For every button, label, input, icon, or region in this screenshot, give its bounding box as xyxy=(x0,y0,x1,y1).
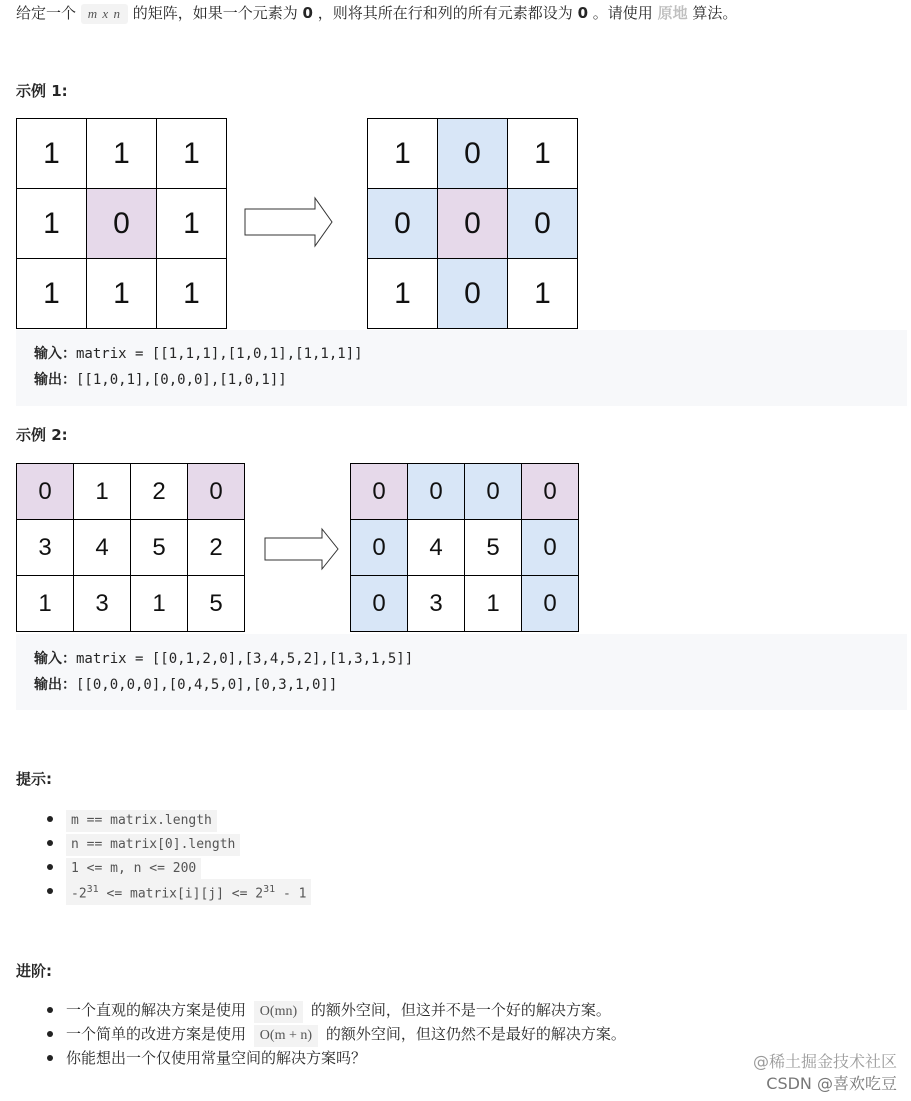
intro-middle: 的矩阵，如果一个元素为 xyxy=(132,4,298,22)
grid-cell: 0 xyxy=(351,576,408,632)
example1-output-grid xyxy=(367,118,578,329)
complexity-code: O(m + n) xyxy=(254,1025,318,1047)
grid-cell: 1 xyxy=(368,119,438,189)
list-item xyxy=(16,1022,626,1046)
grid-cell: 0 xyxy=(351,520,408,576)
output-label: 输出： xyxy=(34,677,76,693)
item-text: 的额外空间，但这仍然不是最好的解决方案。 xyxy=(325,1025,626,1043)
grid-cell: 1 xyxy=(508,259,578,329)
advanced-list xyxy=(16,998,626,1070)
constraint-code xyxy=(66,879,311,905)
grid-cell: 1 xyxy=(157,119,227,189)
input-value: matrix = [[1,1,1],[1,0,1],[1,1,1]] xyxy=(76,346,363,362)
hints-heading: 提示: xyxy=(16,770,52,788)
grid-cell: 1 xyxy=(465,576,522,632)
problem-description xyxy=(16,3,737,24)
grid-cell: 2 xyxy=(131,464,188,520)
grid-cell: 1 xyxy=(17,259,87,329)
grid-cell: 0 xyxy=(438,259,508,329)
item-text: 的额外空间，但这并不是一个好的解决方案。 xyxy=(310,1001,611,1019)
list-item xyxy=(16,998,626,1022)
grid-cell: 3 xyxy=(74,576,131,632)
grid-cell: 0 xyxy=(408,464,465,520)
hints-list xyxy=(16,807,311,903)
example1-input-grid xyxy=(16,118,227,329)
item-text: 一个直观的解决方案是使用 xyxy=(66,1001,247,1019)
grid-cell: 0 xyxy=(438,119,508,189)
grid-cell: 4 xyxy=(74,520,131,576)
grid-cell: 0 xyxy=(465,464,522,520)
output-label: 输出： xyxy=(34,372,76,388)
grid-cell: 1 xyxy=(87,259,157,329)
grid-cell: 1 xyxy=(17,119,87,189)
example2-input-grid xyxy=(16,463,245,632)
zero-bold: 0 xyxy=(302,4,313,22)
input-line xyxy=(34,646,907,672)
zero-bold-2: 0 xyxy=(577,4,588,22)
exponent: 31 xyxy=(263,884,276,895)
grid-cell: 2 xyxy=(188,520,245,576)
intro-suffix: 算法。 xyxy=(692,4,738,22)
dims-code: m x n xyxy=(81,4,128,24)
grid-cell: 5 xyxy=(188,576,245,632)
input-value: matrix = [[0,1,2,0],[3,4,5,2],[1,3,1,5]] xyxy=(76,651,414,667)
in-place-link[interactable]: 原地 xyxy=(657,4,688,22)
intro-prefix: 给定一个 xyxy=(16,4,77,22)
grid-cell-zero: 0 xyxy=(351,464,408,520)
output-value: [[1,0,1],[0,0,0],[1,0,1]] xyxy=(76,372,287,388)
constraint-code: m == matrix.length xyxy=(66,810,217,832)
grid-cell: 3 xyxy=(17,520,74,576)
complexity-code: O(mn) xyxy=(254,1001,303,1023)
grid-cell: 4 xyxy=(408,520,465,576)
list-item xyxy=(16,879,311,903)
intro-middle3: 。请使用 xyxy=(592,4,653,22)
example1-code-block xyxy=(16,330,907,406)
output-line xyxy=(34,367,907,393)
list-item xyxy=(16,1046,626,1070)
grid-cell: 0 xyxy=(522,576,579,632)
grid-cell-zero: 0 xyxy=(438,189,508,259)
grid-cell: 1 xyxy=(157,259,227,329)
grid-cell-zero: 0 xyxy=(17,464,74,520)
output-value: [[0,0,0,0],[0,4,5,0],[0,3,1,0]] xyxy=(76,677,338,693)
grid-cell: 1 xyxy=(74,464,131,520)
grid-cell: 1 xyxy=(17,576,74,632)
grid-cell: 3 xyxy=(408,576,465,632)
grid-cell: 1 xyxy=(368,259,438,329)
grid-cell: 5 xyxy=(131,520,188,576)
exponent: 31 xyxy=(86,884,99,895)
range-part: -2 xyxy=(71,886,87,902)
range-part: <= matrix[i][j] <= 2 xyxy=(98,886,264,902)
input-label: 输入： xyxy=(34,346,76,362)
constraint-code: 1 <= m, n <= 200 xyxy=(66,858,201,880)
item-text: 你能想出一个仅使用常量空间的解决方案吗？ xyxy=(66,1049,367,1067)
grid-cell: 0 xyxy=(522,520,579,576)
range-part: - 1 xyxy=(275,886,307,902)
grid-cell: 0 xyxy=(368,189,438,259)
grid-cell: 1 xyxy=(157,189,227,259)
grid-cell: 1 xyxy=(131,576,188,632)
item-text: 一个简单的改进方案是使用 xyxy=(66,1025,247,1043)
example2-code-block xyxy=(16,634,907,710)
grid-cell-zero: 0 xyxy=(188,464,245,520)
constraint-code: n == matrix[0].length xyxy=(66,834,240,856)
list-item xyxy=(16,807,311,831)
example2-heading: 示例 2: xyxy=(16,426,68,444)
input-label: 输入： xyxy=(34,651,76,667)
list-item xyxy=(16,831,311,855)
grid-cell: 0 xyxy=(508,189,578,259)
grid-cell: 1 xyxy=(87,119,157,189)
watermark-juejin: @稀土掘金技术社区 xyxy=(752,1052,897,1071)
watermark-csdn: CSDN @喜欢吃豆 xyxy=(766,1074,897,1093)
grid-cell: 1 xyxy=(17,189,87,259)
grid-cell-zero: 0 xyxy=(87,189,157,259)
example1-heading: 示例 1: xyxy=(16,82,68,100)
grid-cell: 1 xyxy=(508,119,578,189)
arrow-right-icon xyxy=(264,527,340,571)
list-item xyxy=(16,855,311,879)
grid-cell-zero: 0 xyxy=(522,464,579,520)
input-line xyxy=(34,341,907,367)
example2-output-grid xyxy=(350,463,579,632)
intro-middle2: ，则将其所在行和列的所有元素都设为 xyxy=(317,4,573,22)
grid-cell: 5 xyxy=(465,520,522,576)
advanced-heading: 进阶: xyxy=(16,962,52,980)
arrow-right-icon xyxy=(244,196,334,248)
output-line xyxy=(34,672,907,698)
